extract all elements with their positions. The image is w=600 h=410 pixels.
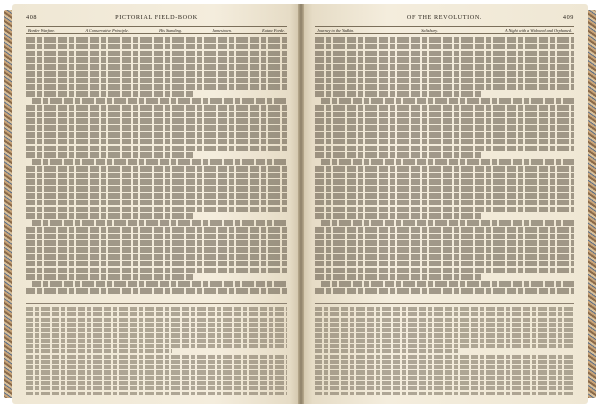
footnote-text-line <box>26 349 172 353</box>
body-text-line <box>26 64 287 70</box>
body-text-line <box>26 105 287 111</box>
body-text-line <box>26 186 287 192</box>
footnote-text-line <box>26 318 287 322</box>
left-subhead: A Conservative Principle. <box>85 27 129 33</box>
body-text-line <box>26 152 193 158</box>
footnote-text-line <box>315 355 574 359</box>
body-text-line <box>315 105 574 111</box>
body-text-line <box>26 213 193 219</box>
body-text-line <box>26 288 287 294</box>
footnote-text-line <box>26 376 287 380</box>
body-text-line <box>26 57 287 63</box>
body-text-line <box>26 234 287 240</box>
footnote-text-line <box>315 312 574 316</box>
body-text-line <box>26 71 287 77</box>
footnote-text-line <box>26 344 287 348</box>
body-text-line <box>321 281 574 287</box>
body-text-line <box>321 159 574 165</box>
footnote-text-line <box>26 360 287 364</box>
body-text-line <box>26 78 287 84</box>
body-text-line <box>315 193 574 199</box>
body-text-line <box>26 227 287 233</box>
footnote-text-line <box>315 339 574 343</box>
footnote-text-line <box>315 349 460 353</box>
left-page <box>12 4 301 404</box>
right-running-title: OF THE REVOLUTION. <box>406 14 483 21</box>
footnote-text-line <box>315 333 574 337</box>
body-text-line <box>315 213 481 219</box>
body-text-line <box>26 200 287 206</box>
body-text-line <box>315 166 574 172</box>
body-text-line <box>315 179 574 185</box>
body-text-line <box>26 240 287 246</box>
body-text-line <box>315 274 481 280</box>
body-text-line <box>315 268 574 274</box>
book-spread <box>4 4 596 406</box>
body-text-line <box>26 247 287 253</box>
footnote-text-line <box>26 365 287 369</box>
body-text-line <box>26 91 193 97</box>
body-text-line <box>315 78 574 84</box>
body-text-line <box>26 139 287 145</box>
right-footnotes <box>315 303 574 395</box>
body-text-line <box>26 173 287 179</box>
left-subhead: Jamestown. <box>212 27 232 33</box>
body-text-line <box>315 51 574 57</box>
footnote-text-line <box>26 307 287 311</box>
footnote-text-line <box>26 333 287 337</box>
footnote-text-line <box>315 381 574 385</box>
right-page-number: 409 <box>562 14 574 21</box>
body-text-line <box>26 112 287 118</box>
body-text-line <box>26 268 287 274</box>
left-page-header <box>26 14 287 24</box>
footnote-text-line <box>26 323 287 327</box>
right-page <box>301 4 588 404</box>
body-text-line <box>26 261 287 267</box>
right-page-header <box>315 14 574 24</box>
footnote-text-line <box>315 307 574 311</box>
body-text-line <box>26 193 287 199</box>
footnote-text-line <box>26 328 287 332</box>
left-subhead: Border Warfare. <box>28 27 56 33</box>
left-footnotes <box>26 303 287 395</box>
body-text-line <box>315 125 574 131</box>
body-text-line <box>315 247 574 253</box>
body-text-line <box>315 146 574 152</box>
body-text-line <box>321 98 574 104</box>
body-text-line <box>321 220 574 226</box>
body-text-line <box>26 51 287 57</box>
body-text-line <box>315 288 574 294</box>
left-subhead: His Standing. <box>159 27 182 33</box>
footnote-text-line <box>26 386 287 390</box>
right-subhead: Salisbury. <box>421 27 438 33</box>
right-body-text <box>315 37 574 299</box>
body-text-line <box>315 112 574 118</box>
body-text-line <box>315 84 574 90</box>
right-subhead: A Night with a Widowed and Orphaned. <box>504 27 572 33</box>
footnote-text-line <box>315 365 574 369</box>
body-text-line <box>315 234 574 240</box>
body-text-line <box>32 281 287 287</box>
body-text-line <box>315 71 574 77</box>
body-text-line <box>315 64 574 70</box>
footnote-text-line <box>26 370 287 374</box>
body-text-line <box>26 207 287 213</box>
body-text-line <box>315 207 574 213</box>
body-text-line <box>32 220 287 226</box>
footnote-text-line <box>315 328 574 332</box>
footnote-text-line <box>315 360 574 364</box>
body-text-line <box>315 186 574 192</box>
left-subhead: Eutaw Forde. <box>262 27 285 33</box>
footnote-text-line <box>26 355 287 359</box>
footnote-text-line <box>315 323 574 327</box>
body-text-line <box>315 139 574 145</box>
body-text-line <box>26 84 287 90</box>
body-text-line <box>26 274 193 280</box>
book-gutter <box>298 4 304 404</box>
footnote-text-line <box>315 392 574 396</box>
footnote-text-line <box>315 386 574 390</box>
body-text-line <box>315 57 574 63</box>
footnote-text-line <box>315 344 574 348</box>
body-text-line <box>315 152 481 158</box>
body-text-line <box>26 125 287 131</box>
footnote-text-line <box>315 318 574 322</box>
left-subheads <box>26 26 287 34</box>
body-text-line <box>26 166 287 172</box>
body-text-line <box>26 179 287 185</box>
body-text-line <box>26 118 287 124</box>
body-text-line <box>26 44 287 50</box>
footnote-text-line <box>315 376 574 380</box>
right-subheads <box>315 26 574 34</box>
body-text-line <box>315 91 481 97</box>
body-text-line <box>315 118 574 124</box>
footnote-text-line <box>26 312 287 316</box>
body-text-line <box>32 159 287 165</box>
body-text-line <box>315 261 574 267</box>
body-text-line <box>315 254 574 260</box>
body-text-line <box>315 37 574 43</box>
footnote-text-line <box>26 392 287 396</box>
left-page-number: 408 <box>26 14 38 21</box>
body-text-line <box>315 132 574 138</box>
body-text-line <box>32 98 287 104</box>
body-text-line <box>315 240 574 246</box>
left-body-text <box>26 37 287 299</box>
body-text-line <box>315 44 574 50</box>
right-subhead: Journey to the Yadkin. <box>317 27 355 33</box>
footnote-text-line <box>315 370 574 374</box>
body-text-line <box>315 227 574 233</box>
footnote-text-line <box>26 339 287 343</box>
body-text-line <box>26 37 287 43</box>
footnote-text-line <box>26 381 287 385</box>
body-text-line <box>315 173 574 179</box>
body-text-line <box>26 132 287 138</box>
body-text-line <box>315 200 574 206</box>
body-text-line <box>26 254 287 260</box>
body-text-line <box>26 146 287 152</box>
left-running-title: PICTORIAL FIELD-BOOK <box>115 14 198 21</box>
